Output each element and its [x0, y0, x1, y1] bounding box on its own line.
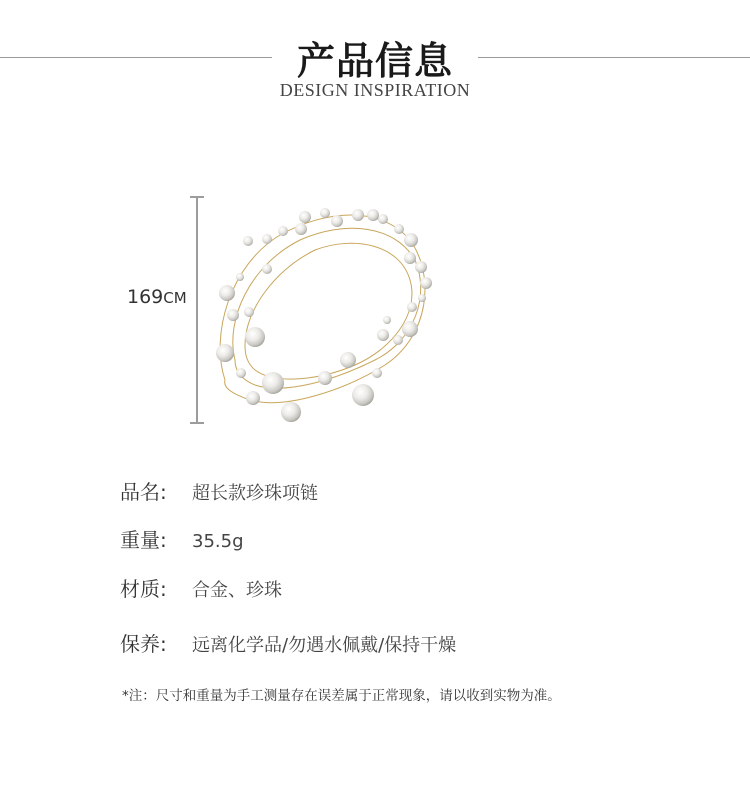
measure-top-tick [190, 196, 204, 198]
spec-label: 重量: [120, 528, 167, 552]
spec-row-name [120, 476, 318, 505]
length-label [127, 286, 187, 308]
spec-row-care [120, 628, 456, 657]
measurement-note: *注：尺寸和重量为手工测量存在误差属于正常现象，请以收到实物为准。 [122, 688, 561, 704]
length-unit: CM [163, 289, 187, 307]
spec-value: 合金、珍珠 [192, 580, 282, 601]
spec-label: 材质: [120, 577, 167, 601]
spec-value: 35.5g [192, 531, 244, 552]
spec-value: 超长款珍珠项链 [192, 483, 318, 504]
pearl-necklace-image [205, 195, 445, 430]
measure-vertical-line [196, 196, 198, 424]
length-measure-bar [190, 196, 204, 424]
page-subtitle: DESIGN INSPIRATION [279, 80, 471, 100]
length-value: 169 [127, 286, 164, 308]
spec-row-weight [120, 524, 244, 553]
spec-label: 保养: [120, 632, 167, 656]
page-title: 产品信息 [296, 39, 453, 83]
spec-value: 远离化学品/勿遇水佩戴/保持干燥 [192, 635, 457, 656]
spec-label: 品名: [120, 480, 167, 504]
pearls [216, 208, 432, 422]
measure-bottom-tick [190, 422, 204, 424]
spec-row-material [120, 573, 282, 602]
